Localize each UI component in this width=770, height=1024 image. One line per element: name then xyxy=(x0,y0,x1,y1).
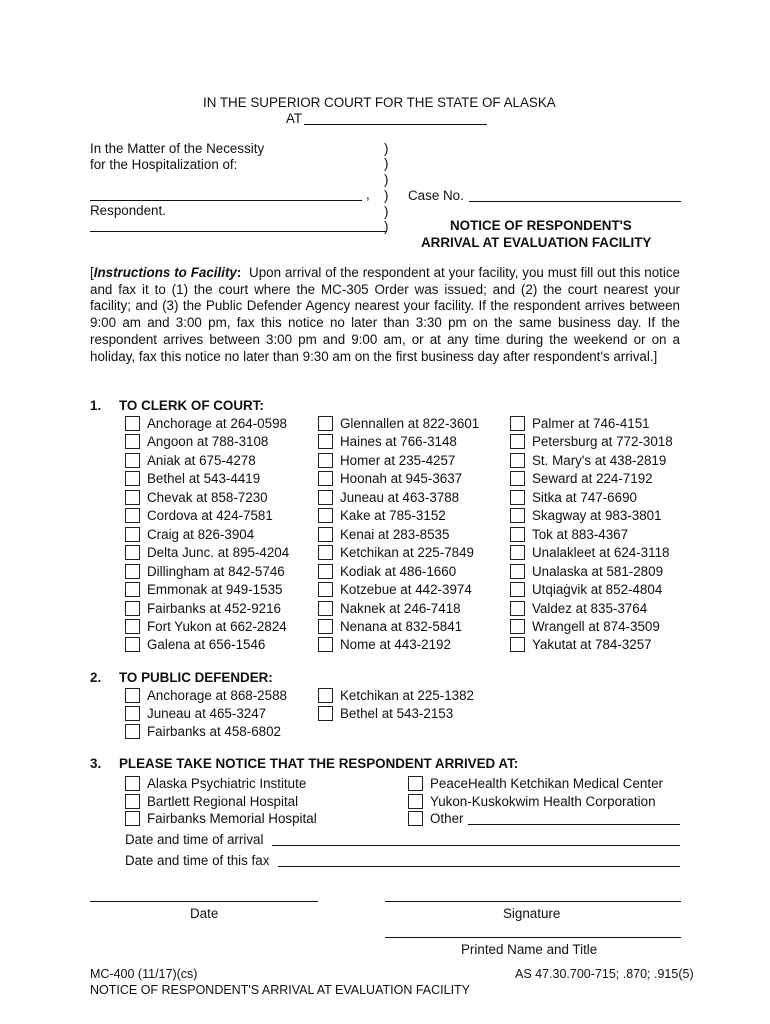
clerk-court-label: Sitka at 747-6690 xyxy=(532,489,637,505)
fax-datetime-field[interactable] xyxy=(278,866,680,867)
checkbox[interactable] xyxy=(125,508,140,523)
facility-label: Alaska Psychiatric Institute xyxy=(147,776,307,791)
checkbox[interactable] xyxy=(318,490,333,505)
checkbox[interactable] xyxy=(125,601,140,616)
facility-label: Bartlett Regional Hospital xyxy=(147,793,299,809)
clerk-court-label: Yakutat at 784-3257 xyxy=(532,637,652,653)
instructions-text: Upon arrival of the respondent at your facility, you must fill out this notice and fax it to (1) the court where the MC-305 Order was issued; and (2) the court nearest your facility; and (3) the Public Defender Agency nearest your facility. If the respondent arrives between 9:00 am and 3:00 pm, fax this notice no later than 3:30 pm on the same business day. If the respondent arrives between 3:00 pm and 9:00 am, or at any time during the weekend or on a holiday, fax this notice no later than 9:30 am on the first business day after respondent's arrival.] xyxy=(90,265,680,364)
clerk-court-label: Skagway at 983-3801 xyxy=(532,508,662,524)
clerk-court-label: Palmer at 746-4151 xyxy=(532,416,650,431)
respondent-label: Respondent. xyxy=(90,203,166,218)
checkbox[interactable] xyxy=(125,724,140,739)
facility-label: Yukon-Kuskokwim Health Corporation xyxy=(430,793,656,809)
checkbox[interactable] xyxy=(125,582,140,597)
form-title-line-1: NOTICE OF RESPONDENT'S xyxy=(450,218,632,233)
clerk-court-label: Naknek at 246-7418 xyxy=(340,600,461,616)
checkbox[interactable] xyxy=(510,508,525,523)
checkbox[interactable] xyxy=(510,601,525,616)
caption-paren: ) xyxy=(384,204,389,219)
public-defender-label: Anchorage at 868-2588 xyxy=(147,688,287,703)
section-3-heading: PLEASE TAKE NOTICE THAT THE RESPONDENT ARRIVED AT: xyxy=(119,756,519,771)
clerk-court-label: Utqiaġvik at 852-4804 xyxy=(532,582,663,598)
clerk-court-label: Galena at 656-1546 xyxy=(147,637,266,653)
printed-name-label: Printed Name and Title xyxy=(461,942,598,957)
checkbox[interactable] xyxy=(318,706,333,721)
instructions-paragraph: [Instructions to Facility: Upon arrival of the respondent at your facility, you must fill out this notice and fax it to (1) the court where the MC-305 Order was issued; and (2) the court nearest your facility; and (3) the Public Defender Agency nearest your facility. If the respondent arrives between 9:00 am and 3:00 pm, fax this notice no later than 3:30 pm on the same business day. If the respondent arrives between 3:00 pm and 9:00 am, or at any time during the weekend or on a holiday, fax this notice no later than 9:30 am on the first business day after respondent's arrival.] xyxy=(90,265,680,364)
court-location-row xyxy=(286,110,302,127)
checkbox[interactable] xyxy=(125,416,140,431)
checkbox[interactable] xyxy=(510,619,525,634)
clerk-court-label: Craig at 826-3904 xyxy=(147,526,255,542)
date-label: Date xyxy=(190,906,219,921)
facility-label: Other xyxy=(430,811,464,826)
public-defender-label: Ketchikan at 225-1382 xyxy=(340,688,475,703)
caption-bottom-line xyxy=(90,231,386,232)
clerk-court-label: Kotzebue at 442-3974 xyxy=(340,582,472,598)
caption-paren: ) xyxy=(384,141,389,156)
fax-label: Date and time of this fax xyxy=(125,853,270,868)
section-3-number: 3. xyxy=(90,756,102,771)
checkbox[interactable] xyxy=(510,490,525,505)
checkbox[interactable] xyxy=(125,453,140,468)
checkbox[interactable] xyxy=(318,527,333,542)
facility-label: PeaceHealth Ketchikan Medical Center xyxy=(430,776,663,791)
section-2-heading: TO PUBLIC DEFENDER: xyxy=(119,670,273,685)
signature-label: Signature xyxy=(503,906,561,921)
checkbox[interactable] xyxy=(510,564,525,579)
public-defender-label: Fairbanks at 458-6802 xyxy=(147,724,281,739)
checkbox[interactable] xyxy=(318,471,333,486)
clerk-court-label: Kodiak at 486-1660 xyxy=(340,563,457,579)
instructions-lead: Instructions to Facility xyxy=(93,265,237,280)
checkbox[interactable] xyxy=(125,490,140,505)
checkbox[interactable] xyxy=(125,619,140,634)
checkbox[interactable] xyxy=(318,582,333,597)
checkbox[interactable] xyxy=(125,811,140,826)
checkbox[interactable] xyxy=(318,688,333,703)
checkbox[interactable] xyxy=(510,434,525,449)
clerk-court-label: Fort Yukon at 662-2824 xyxy=(147,618,287,634)
checkbox[interactable] xyxy=(125,688,140,703)
court-title: IN THE SUPERIOR COURT FOR THE STATE OF ALASKA xyxy=(203,95,556,110)
respondent-name-field[interactable] xyxy=(90,200,362,201)
section-2-number: 2. xyxy=(90,670,102,685)
clerk-court-label: Wrangell at 874-3509 xyxy=(532,618,660,634)
clerk-court-label: Hoonah at 945-3637 xyxy=(340,471,463,487)
printed-name-field[interactable] xyxy=(385,937,681,938)
clerk-court-label: Unalaska at 581-2809 xyxy=(532,563,664,579)
checkbox[interactable] xyxy=(318,545,333,560)
caption-comma: , xyxy=(366,187,370,202)
clerk-court-label: St. Mary's at 438-2819 xyxy=(532,452,667,468)
clerk-court-label: Nome at 443-2192 xyxy=(340,637,451,653)
clerk-court-label: Glennallen at 822-3601 xyxy=(340,416,480,431)
facility-label: Fairbanks Memorial Hospital xyxy=(147,811,317,826)
checkbox[interactable] xyxy=(125,776,140,791)
clerk-court-label: Emmonak at 949-1535 xyxy=(147,582,283,598)
checkbox[interactable] xyxy=(125,527,140,542)
clerk-court-label: Nenana at 832-5841 xyxy=(340,618,463,634)
caption-paren: ) xyxy=(384,172,389,187)
matter-line-1: In the Matter of the Necessity xyxy=(90,141,265,156)
court-location-field[interactable] xyxy=(304,124,487,125)
checkbox[interactable] xyxy=(125,706,140,721)
checkbox[interactable] xyxy=(125,637,140,652)
checkbox[interactable] xyxy=(510,527,525,542)
caption-paren: ) xyxy=(384,188,389,203)
arrival-label: Date and time of arrival xyxy=(125,832,264,847)
checkbox[interactable] xyxy=(318,508,333,523)
at-label: AT xyxy=(286,111,303,126)
checkbox[interactable] xyxy=(510,637,525,652)
arrival-datetime-field[interactable] xyxy=(272,845,680,846)
section-1-heading: TO CLERK OF COURT: xyxy=(119,398,264,413)
checkbox[interactable] xyxy=(318,416,333,431)
checkbox[interactable] xyxy=(125,471,140,486)
checkbox[interactable] xyxy=(318,601,333,616)
clerk-court-label: Anchorage at 264-0598 xyxy=(147,416,287,431)
checkbox[interactable] xyxy=(408,776,423,791)
clerk-court-label: Kenai at 283-8535 xyxy=(340,526,450,542)
clerk-court-label: Fairbanks at 452-9216 xyxy=(147,600,281,616)
clerk-court-label: Kake at 785-3152 xyxy=(340,508,446,524)
clerk-court-label: Ketchikan at 225-7849 xyxy=(340,545,475,561)
case-no-field[interactable] xyxy=(469,201,681,202)
clerk-court-label: Aniak at 675-4278 xyxy=(147,452,256,468)
checkbox[interactable] xyxy=(510,545,525,560)
case-no-label: Case No. xyxy=(408,188,464,203)
checkbox[interactable] xyxy=(318,434,333,449)
matter-line-2: for the Hospitalization of: xyxy=(90,157,238,172)
clerk-court-label: Unalakleet at 624-3118 xyxy=(532,545,670,561)
checkbox[interactable] xyxy=(510,582,525,597)
form-id: MC-400 (11/17)(cs) xyxy=(90,967,198,981)
section-1-number: 1. xyxy=(90,398,102,413)
clerk-court-label: Chevak at 858-7230 xyxy=(147,489,268,505)
clerk-court-label: Cordova at 424-7581 xyxy=(147,508,273,524)
clerk-court-label: Seward at 224-7192 xyxy=(532,471,653,487)
checkbox[interactable] xyxy=(318,637,333,652)
checkbox[interactable] xyxy=(125,434,140,449)
clerk-court-label: Tok at 883-4367 xyxy=(532,526,629,542)
checkbox[interactable] xyxy=(510,453,525,468)
clerk-court-label: Valdez at 835-3764 xyxy=(532,600,648,616)
checkbox[interactable] xyxy=(510,416,525,431)
checkbox[interactable] xyxy=(318,619,333,634)
checkbox[interactable] xyxy=(125,545,140,560)
clerk-court-label: Delta Junc. at 895-4204 xyxy=(147,545,290,561)
checkbox[interactable] xyxy=(510,471,525,486)
other-facility-field[interactable] xyxy=(468,824,680,825)
public-defender-label: Juneau at 465-3247 xyxy=(147,706,267,721)
clerk-court-label: Haines at 766-3148 xyxy=(340,434,457,450)
form-title-line-2: ARRIVAL AT EVALUATION FACILITY xyxy=(421,235,652,250)
clerk-court-label: Bethel at 543-4419 xyxy=(147,471,261,487)
date-field[interactable] xyxy=(90,901,318,902)
checkbox[interactable] xyxy=(318,453,333,468)
checkbox[interactable] xyxy=(408,811,423,826)
clerk-court-label: Dillingham at 842-5746 xyxy=(147,563,285,579)
statute-reference: AS 47.30.700-715; .870; .915(5) xyxy=(515,967,694,981)
clerk-court-label: Angoon at 788-3108 xyxy=(147,434,269,450)
checkbox[interactable] xyxy=(125,794,140,809)
clerk-court-label: Juneau at 463-3788 xyxy=(340,489,460,505)
caption-paren: ) xyxy=(384,156,389,171)
clerk-court-label: Homer at 235-4257 xyxy=(340,452,456,468)
checkbox[interactable] xyxy=(408,794,423,809)
footer-form-title: NOTICE OF RESPONDENT'S ARRIVAL AT EVALUATION FACILITY xyxy=(90,983,471,997)
public-defender-label: Bethel at 543-2153 xyxy=(340,706,454,721)
checkbox[interactable] xyxy=(125,564,140,579)
checkbox[interactable] xyxy=(318,564,333,579)
clerk-court-label: Petersburg at 772-3018 xyxy=(532,434,673,450)
signature-field[interactable] xyxy=(385,901,681,902)
caption-paren: ) xyxy=(384,219,389,234)
